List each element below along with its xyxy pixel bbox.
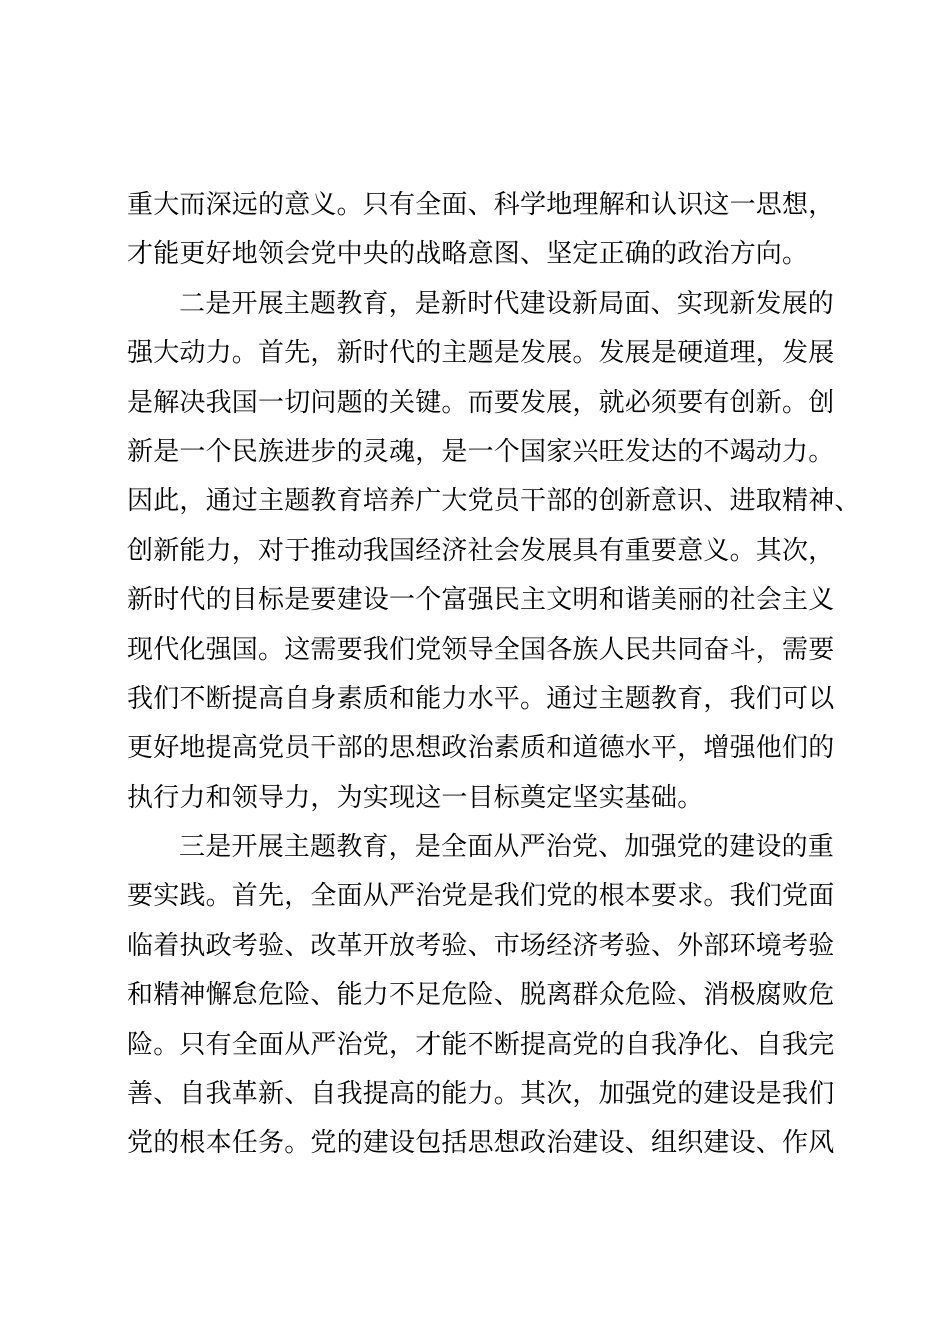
- text-line: 险。只有全面从严治党，才能不断提高党的自我净化、自我完: [127, 1029, 835, 1060]
- text-line: 现代化强国。这需要我们党领导全国各族人民共同奋斗，需要: [127, 634, 835, 665]
- text-line: 要实践。首先，全面从严治党是我们党的根本要求。我们党面: [127, 881, 835, 912]
- text-line: 临着执政考验、改革开放考验、市场经济考验、外部环境考验: [127, 930, 835, 961]
- paragraph-start-line: 三是开展主题教育，是全面从严治党、加强党的建设的重: [179, 832, 835, 863]
- text-line: 党的根本任务。党的建设包括思想政治建设、组织建设、作风: [127, 1128, 835, 1159]
- text-line: 是解决我国一切问题的关键。而要发展，就必须要有创新。创: [127, 387, 835, 418]
- text-line: 新是一个民族进步的灵魂，是一个国家兴旺发达的不竭动力。: [127, 436, 835, 467]
- text-line: 因此，通过主题教育培养广大党员干部的创新意识、进取精神、: [127, 486, 861, 517]
- body-text: [127, 181, 861, 1169]
- text-line: 才能更好地领会党中央的战略意图、坚定正确的政治方向。: [127, 239, 809, 270]
- text-line: 善、自我革新、自我提高的能力。其次，加强党的建设是我们: [127, 1079, 835, 1110]
- text-line: 强大动力。首先，新时代的主题是发展。发展是硬道理，发展: [127, 338, 835, 369]
- text-line: 我们不断提高自身素质和能力水平。通过主题教育，我们可以: [127, 683, 835, 714]
- text-line: 重大而深远的意义。只有全面、科学地理解和认识这一思想，: [127, 190, 835, 220]
- paragraph-start-line: 二是开展主题教育，是新时代建设新局面、实现新发展的: [179, 288, 835, 319]
- text-line: 执行力和领导力，为实现这一目标奠定坚实基础。: [127, 782, 704, 813]
- text-line: 和精神懈怠危险、能力不足危险、脱离群众危险、消极腐败危: [127, 980, 835, 1011]
- text-line: 新时代的目标是要建设一个富强民主文明和谐美丽的社会主义: [127, 585, 835, 616]
- text-line: 创新能力，对于推动我国经济社会发展具有重要意义。其次，: [127, 535, 835, 566]
- text-line: 更好地提高党员干部的思想政治素质和道德水平，增强他们的: [127, 733, 835, 764]
